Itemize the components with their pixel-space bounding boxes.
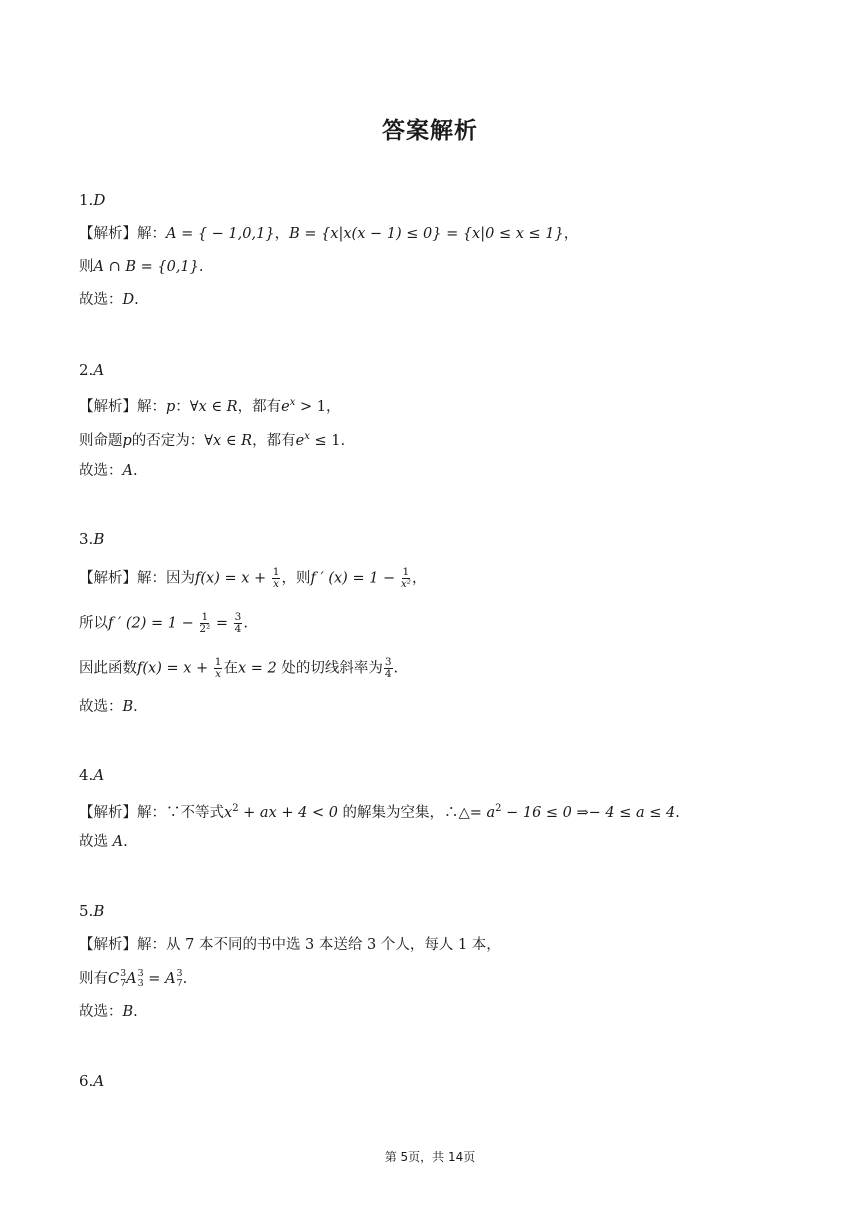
fraction — [199, 612, 210, 635]
math: − 16 ≤ 0 ⇒− 4 ≤ a ≤ 4 — [501, 804, 676, 821]
superscript: x — [289, 397, 296, 408]
text: ， — [274, 226, 290, 242]
page-title: 答案解析 — [382, 118, 478, 144]
math: A — [165, 971, 176, 987]
numerator: 1 — [201, 611, 209, 623]
text: . — [132, 463, 138, 479]
math: C — [108, 971, 120, 987]
choice: A — [122, 463, 133, 479]
math: e — [295, 432, 305, 449]
superscript: 3 — [137, 968, 144, 979]
math: = — [143, 971, 166, 987]
superscript: 2 — [495, 803, 502, 814]
page-footer: 第 5页，共 14页 — [384, 1150, 476, 1164]
text: . — [133, 699, 138, 715]
math: A = { − 1,0,1} — [166, 226, 275, 242]
analysis-tag: 【解析】 — [79, 398, 137, 415]
q3-derivative-line — [79, 612, 248, 635]
math: B = {x|x(x − 1) ≤ 0} = {x|0 ≤ x ≤ 1} — [289, 226, 564, 242]
text: 解：∵不等式 — [137, 804, 224, 821]
numerator: 1 — [272, 566, 280, 578]
choice: D — [122, 292, 135, 308]
q5-number: 5. — [79, 902, 94, 920]
text: . — [340, 432, 346, 449]
math: e — [281, 398, 290, 415]
text: 故选： — [79, 292, 123, 308]
q1-result-line — [79, 257, 203, 277]
math: p — [166, 398, 176, 415]
math: A ∩ B = {0,1} — [93, 259, 199, 275]
text: 解： — [137, 226, 166, 242]
math: f(x) = x + — [137, 660, 213, 677]
text: 则有 — [79, 971, 108, 987]
q3-conclusion-line — [79, 657, 398, 680]
text: . — [393, 660, 399, 677]
text: 的解集为空集，∴ — [337, 804, 459, 821]
denominator: 2² — [199, 623, 211, 635]
q3-answer: B — [93, 530, 105, 548]
q4-answer-line — [79, 765, 104, 785]
math: f(x) = x + — [195, 570, 271, 587]
superscript: x — [304, 431, 310, 442]
fraction — [384, 657, 393, 680]
text: 处的切线斜率为 — [276, 660, 383, 677]
text: ，都有 — [252, 432, 296, 449]
numerator: 1 — [402, 566, 410, 578]
subscript: 3 — [137, 978, 144, 989]
analysis-tag: 【解析】 — [79, 804, 137, 821]
numerator: 1 — [214, 656, 222, 668]
text: 的否定为： — [131, 432, 205, 449]
text: ，都有 — [237, 398, 282, 415]
text: ，则 — [281, 570, 311, 587]
text: 因此函数 — [79, 660, 137, 677]
q2-answer-line — [79, 360, 104, 380]
math: f ′ (x) = 1 − — [310, 570, 400, 587]
q2-answer: A — [93, 361, 105, 379]
q2-choice-line — [79, 461, 138, 481]
superscript: 3 — [120, 968, 127, 979]
math: △= a — [458, 804, 496, 821]
q4-number: 4. — [79, 766, 94, 784]
q1-analysis-line — [79, 224, 578, 244]
text: 则 — [79, 259, 94, 275]
text: 解：从 7 本不同的书中选 3 本送给 3 个人，每人 1 本， — [137, 937, 501, 953]
text: . — [133, 1004, 138, 1020]
denominator: 4 — [384, 668, 392, 680]
math: p — [122, 432, 132, 449]
denominator: 4 — [234, 623, 242, 635]
text: ， — [411, 570, 427, 587]
text: 故选： — [79, 699, 123, 715]
denominator: x² — [400, 578, 411, 590]
fraction — [234, 612, 243, 635]
fraction — [214, 657, 223, 680]
numerator: 3 — [384, 656, 392, 668]
text: . — [134, 292, 139, 308]
numerator: 3 — [234, 611, 242, 623]
math: x — [224, 804, 233, 821]
math: f ′ (2) = 1 − — [108, 615, 199, 632]
text: 故选： — [79, 1004, 123, 1020]
math: + ax + 4 < 0 — [238, 804, 338, 821]
text: . — [198, 259, 204, 275]
q4-choice-line — [79, 832, 128, 852]
denominator: x — [273, 578, 280, 590]
q6-answer: A — [93, 1072, 105, 1090]
q2-analysis-line — [79, 393, 340, 417]
text: 故选： — [79, 463, 123, 479]
q5-answer: B — [93, 902, 105, 920]
text: 则命题 — [79, 432, 123, 449]
math: A — [126, 971, 137, 987]
fraction — [401, 567, 411, 590]
math: ∀x ∈ R — [204, 432, 253, 449]
q1-number: 1. — [79, 191, 94, 209]
q4-answer: A — [93, 766, 105, 784]
q6-answer-line — [79, 1071, 104, 1091]
math: x = 2 — [237, 660, 277, 677]
q3-choice-line — [79, 697, 138, 717]
denominator: x — [215, 668, 222, 680]
text: 解： — [137, 398, 166, 415]
text: 解：因为 — [137, 570, 195, 587]
fraction — [272, 567, 281, 590]
q1-choice-line — [79, 290, 139, 310]
q5-formula-line — [79, 969, 187, 989]
subscript: 7 — [176, 978, 183, 989]
q4-analysis-line — [79, 799, 680, 823]
text: 所以 — [79, 615, 108, 632]
q2-negation-line — [79, 427, 345, 451]
text: 在 — [223, 660, 238, 677]
math: ∀x ∈ R — [189, 398, 238, 415]
choice: A — [112, 834, 124, 850]
math: > 1 — [295, 398, 326, 415]
text: ， — [563, 226, 579, 242]
q1-answer: D — [93, 191, 106, 209]
analysis-tag: 【解析】 — [79, 226, 137, 242]
q2-number: 2. — [79, 361, 94, 379]
superscript: 3 — [176, 968, 183, 979]
math: = — [211, 615, 233, 632]
q5-analysis-line — [79, 935, 501, 955]
q1-answer-line — [79, 190, 105, 210]
math: ≤ 1 — [309, 432, 341, 449]
choice: B — [122, 1004, 134, 1020]
choice: B — [122, 699, 134, 715]
subscript: 7 — [120, 978, 127, 989]
text: ： — [175, 398, 190, 415]
q5-choice-line — [79, 1002, 138, 1022]
q3-analysis-line — [79, 567, 426, 590]
text: . — [123, 834, 128, 850]
text: . — [182, 971, 188, 987]
q6-number: 6. — [79, 1072, 94, 1090]
text: . — [243, 615, 248, 632]
superscript: 2 — [232, 803, 239, 814]
analysis-tag: 【解析】 — [79, 570, 137, 587]
text: ， — [325, 398, 341, 415]
text: . — [675, 804, 680, 821]
analysis-tag: 【解析】 — [79, 937, 137, 953]
q3-number: 3. — [79, 530, 94, 548]
text: 故选 — [79, 834, 113, 850]
q5-answer-line — [79, 901, 104, 921]
q3-answer-line — [79, 529, 104, 549]
